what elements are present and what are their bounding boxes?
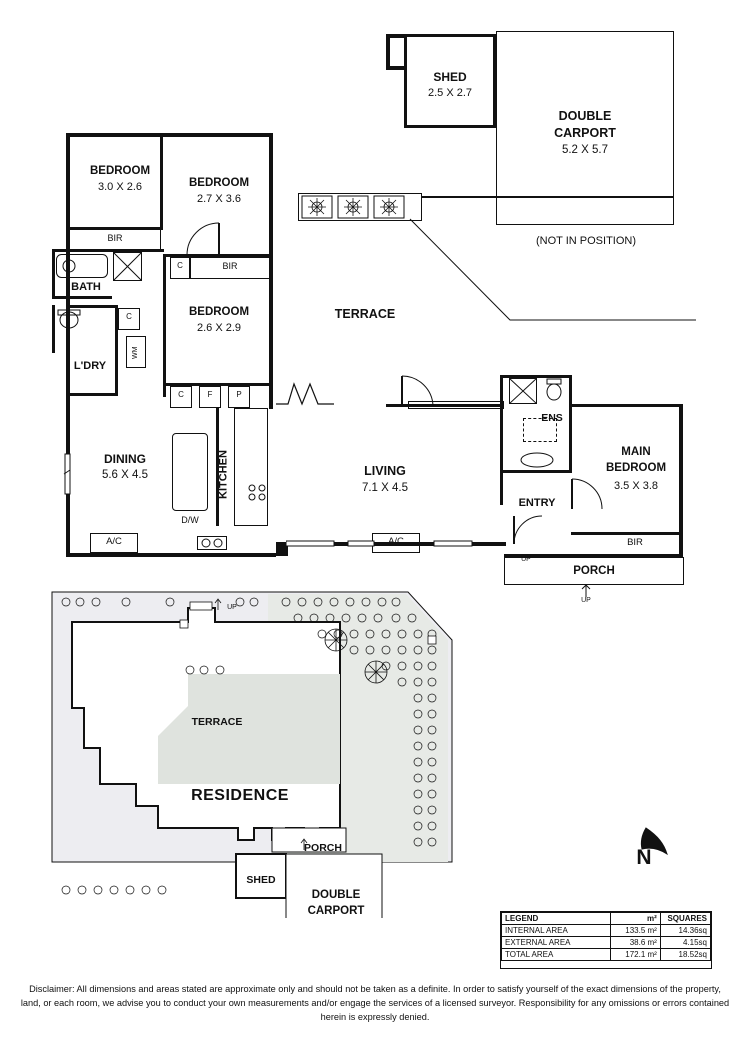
door-arc-bedroom-2 (186, 222, 222, 258)
window-openings-left (62, 440, 74, 520)
kitchen-bench (234, 408, 268, 526)
bir-1-label: BIR (107, 233, 123, 243)
dining-table (172, 433, 208, 511)
door-arc-living (400, 375, 434, 407)
wall-bath-left (52, 249, 55, 299)
legend-total-m2: 172.1 m² (610, 949, 660, 961)
wall-bath-top (52, 249, 164, 252)
porch-label: PORCH (573, 565, 615, 577)
wall-bir-main-top (571, 532, 683, 535)
legend-row-external (502, 937, 711, 949)
carport-dims: 5.2 X 5.7 (561, 144, 609, 156)
legend-col-squares: SQUARES (660, 913, 710, 925)
dishwasher-label: D/W (181, 515, 199, 525)
entry-label: ENTRY (518, 497, 556, 509)
sink-icon (197, 536, 227, 550)
legend-title: LEGEND (502, 913, 611, 925)
bedroom-3-label: BEDROOM (188, 306, 250, 318)
wall-bed1-right (160, 133, 163, 229)
wall-ens-left (500, 375, 503, 505)
carport-label-1: DOUBLE (558, 109, 612, 123)
terrace-rail-top (421, 196, 674, 198)
closet-c2-label: C (126, 312, 132, 321)
bir-2-label: BIR (222, 261, 238, 271)
legend-total-label: TOTAL AREA (502, 949, 611, 961)
bedroom-1-dims: 3.0 X 2.6 (97, 181, 143, 193)
outer-wall-top-left (66, 133, 273, 137)
wall-bed3-left (163, 257, 166, 397)
carport-label-2: CARPORT (554, 126, 616, 140)
legend-external-m2: 38.6 m² (610, 937, 660, 949)
ens-label: ENS (541, 412, 563, 424)
not-in-position-note: (NOT IN POSITION) (535, 235, 637, 247)
site-shed-label: SHED (246, 874, 276, 886)
legend-total-squares: 18.52sq (660, 949, 710, 961)
door-arc-entry (513, 515, 543, 545)
bir-main-label: BIR (627, 537, 643, 548)
fridge-label: F (207, 390, 213, 399)
terrace-step-zigzag (276, 378, 336, 408)
pantry-label: P (236, 390, 242, 399)
wall-bath-bottom (52, 296, 112, 299)
door-arc-main-bedroom (571, 478, 603, 510)
shed-label: SHED (433, 70, 467, 84)
site-terrace-label: TERRACE (191, 716, 243, 728)
washing-machine-label: WM (131, 346, 139, 360)
up-marker-1: UP (521, 556, 531, 563)
legend-external-squares: 4.15sq (660, 937, 710, 949)
compass-label: N (636, 846, 652, 869)
main-bedroom-label-1: MAIN (621, 446, 651, 458)
wall-ldry-left (52, 305, 55, 353)
site-residence-label: RESIDENCE (191, 787, 289, 804)
main-bedroom-dims: 3.5 X 3.8 (613, 480, 659, 492)
ens-toilet-icon (543, 378, 565, 402)
legend-col-m2: m² (610, 913, 660, 925)
bath-label: BATH (71, 281, 101, 293)
bedroom-1-label: BEDROOM (89, 165, 151, 177)
wall-ens-bottom (500, 470, 572, 473)
disclaimer-text: Disclaimer: All dimensions and areas stated are approximate only and should not be taken as a definite. In order to satisfy yourself of the exact dimensions of the property, land, or each room, we advise you to conduct your own measurements and/or engage the services of a licensed surveyor. Responsibility for any omissions or errors contained herein is expressly denied. (20, 984, 730, 1022)
dining-label: DINING (104, 452, 146, 466)
ens-basin-icon (515, 452, 559, 468)
closet-c3-label: C (178, 390, 184, 399)
site-carport-label-2: CARPORT (307, 905, 365, 917)
site-plan (40, 588, 460, 918)
ldry-label: L'DRY (73, 360, 107, 372)
main-bedroom-label-2: BEDROOM (605, 462, 667, 474)
bedroom-2-dims: 2.7 X 3.6 (196, 193, 242, 205)
legend-row-internal (502, 925, 711, 937)
up-marker-2: UP (581, 597, 591, 604)
bedroom-2-label: BEDROOM (188, 177, 250, 189)
terrace-planter-icons (298, 193, 422, 221)
shed-dims: 2.5 X 2.7 (427, 87, 473, 99)
shower-icon (113, 252, 142, 281)
legend-table (500, 911, 712, 969)
terrace-label: TERRACE (334, 307, 396, 321)
ac-unit-1-label: A/C (106, 536, 122, 547)
bathtub-icon (56, 254, 108, 278)
site-porch-label: PORCH (304, 842, 342, 854)
living-label: LIVING (364, 464, 406, 478)
window-openings-bottom (286, 538, 506, 550)
legend-internal-m2: 133.5 m² (610, 925, 660, 937)
legend-internal-squares: 14.36sq (660, 925, 710, 937)
kitchen-label: KITCHEN (217, 450, 230, 500)
porch-step-arrow (580, 585, 592, 597)
site-up-marker: UP (227, 604, 237, 611)
outer-wall-bottom-left (66, 553, 276, 557)
bedroom-3-dims: 2.6 X 2.9 (196, 322, 242, 334)
wall-ldry-bottom (66, 393, 118, 396)
shed-wall-left3 (386, 66, 406, 70)
toilet-icon (56, 308, 82, 330)
closet-c1-label: C (177, 261, 183, 270)
site-carport-label-1: DOUBLE (311, 889, 361, 901)
ens-shower-icon (509, 378, 537, 404)
dining-dims: 5.6 X 4.5 (101, 469, 149, 481)
living-dims: 7.1 X 4.5 (361, 482, 409, 494)
legend-external-label: EXTERNAL AREA (502, 937, 611, 949)
wall-main-bed-top (571, 404, 683, 407)
cooktop-icon (246, 482, 268, 502)
legend-row-total (502, 949, 711, 961)
shed-wall-left2 (386, 34, 390, 70)
legend-internal-label: INTERNAL AREA (502, 925, 611, 937)
